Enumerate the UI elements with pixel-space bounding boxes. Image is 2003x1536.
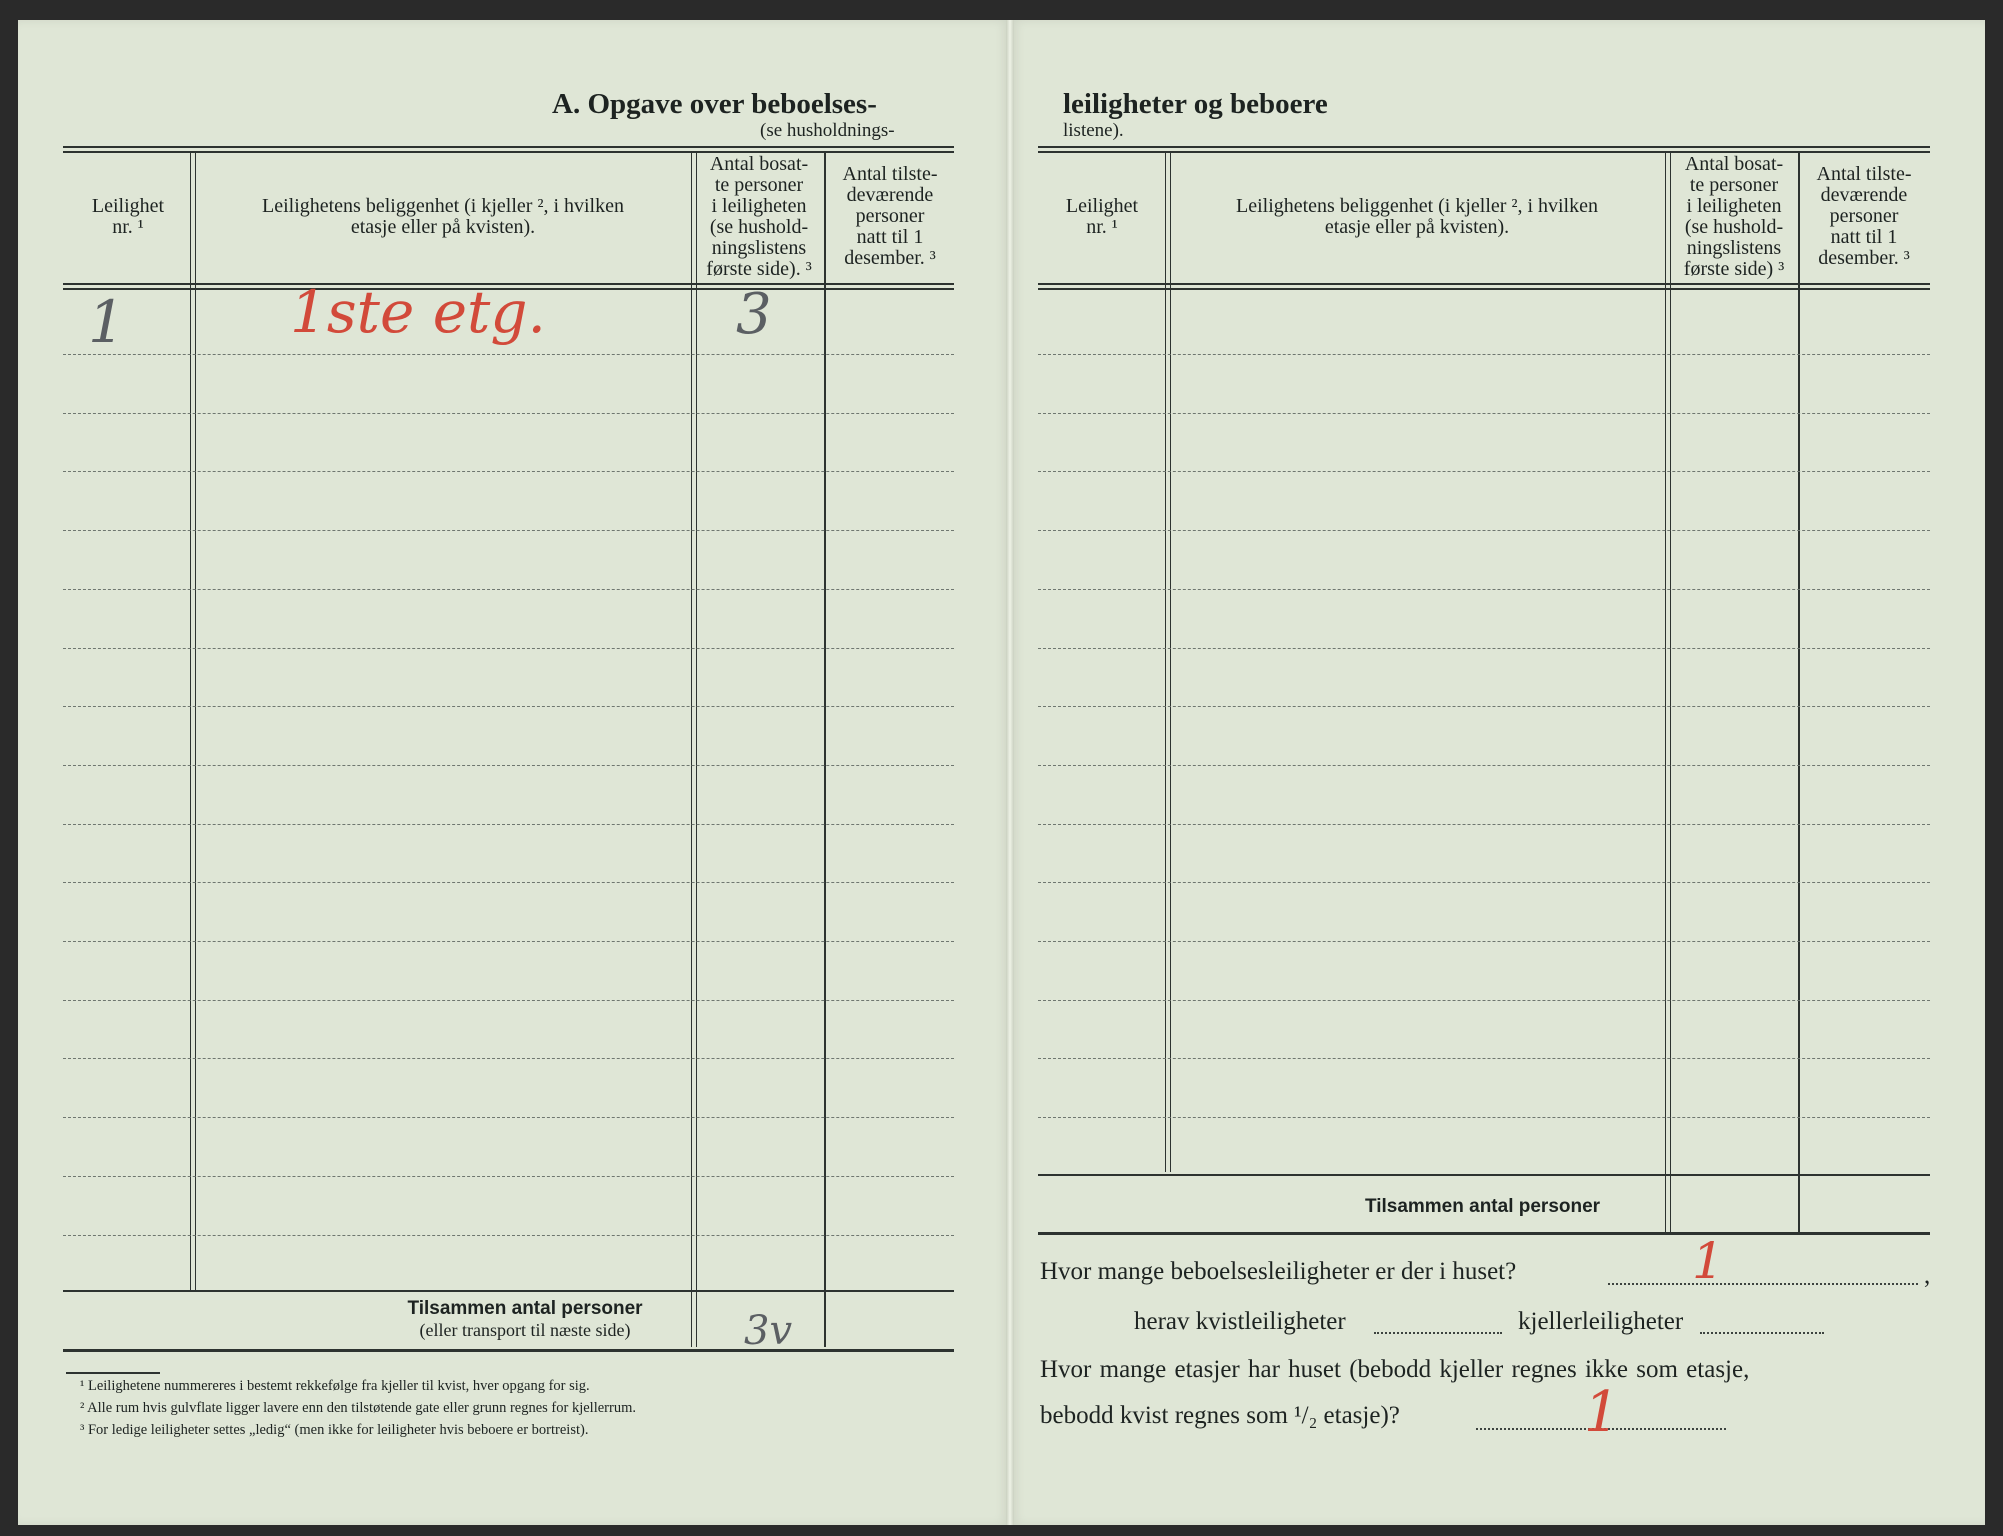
row-rule	[63, 648, 954, 649]
row-rule	[1038, 648, 1930, 649]
question-dwellings-answer-line	[1608, 1283, 1918, 1285]
row-rule	[63, 354, 954, 355]
left-header-present-line2: deværende	[846, 184, 934, 206]
right-header-location-line1: Leilighetens beliggenhet (i kjeller ², i hvilken	[1235, 195, 1598, 217]
right-header-present-line4: natt til 1	[1830, 226, 1898, 248]
right-header-residents-line4: (se hushold-	[1684, 216, 1784, 238]
right-header-residents-line2: te personer	[1689, 174, 1779, 196]
right-table-top-rule	[1038, 146, 1930, 148]
right-col-divider-3	[1798, 152, 1800, 1232]
left-total-label: Tilsammen antal personer	[407, 1298, 643, 1319]
left-total-top-rule	[63, 1290, 954, 1292]
row-rule	[63, 1176, 954, 1177]
row-rule	[1038, 765, 1930, 766]
row-rule	[63, 941, 954, 942]
right-header-residents-line3: i leiligheten	[1686, 195, 1782, 217]
right-total-label: Tilsammen antal personer	[1364, 1196, 1601, 1217]
row-rule	[1038, 589, 1930, 590]
row-rule	[1038, 530, 1930, 531]
right-header-present-line5: desember. ³	[1818, 247, 1910, 269]
right-header-rule	[1038, 283, 1930, 285]
left-table-top-rule	[63, 146, 954, 148]
row-rule	[1038, 413, 1930, 414]
row-rule	[63, 530, 954, 531]
left-header-residents-line3: i leiligheten	[711, 195, 807, 217]
row-rule	[1038, 882, 1930, 883]
page-fold	[1006, 20, 1014, 1525]
question-floors-line2: bebodd kvist regnes som ¹/₂ etasje)?	[1040, 1402, 1400, 1429]
row-rule	[63, 589, 954, 590]
right-header-nr	[1040, 196, 1164, 238]
row-rule	[1038, 1000, 1930, 1001]
left-col-divider-2	[691, 152, 697, 1347]
left-header-present-line5: desember. ³	[844, 247, 936, 269]
row-rule	[1038, 1058, 1930, 1059]
row-rule	[63, 471, 954, 472]
right-header-nr-line2: nr. ¹	[1086, 216, 1118, 238]
left-header-residents	[695, 154, 823, 280]
question-attic-dwellings: herav kvistleiligheter	[1134, 1308, 1346, 1335]
left-row1-location: 1ste etg.	[290, 278, 546, 346]
row-rule	[63, 1117, 954, 1118]
footnote-3: ³ For ledige leiligheter settes „ledig“ (men ikke for leiligheter hvis beboere er bortreist).	[80, 1422, 589, 1438]
right-header-present-line3: personer	[1829, 205, 1899, 227]
left-header-present-line4: natt til 1	[856, 226, 924, 248]
left-header-location-line2: etasje eller på kvisten).	[350, 216, 536, 238]
right-page-subtitle: listene).	[1063, 120, 1124, 141]
right-header-residents-line1: Antal bosat-	[1684, 153, 1784, 175]
left-row1-nr: 1	[88, 288, 125, 356]
question-floors-line1: Hvor mange etasjer har huset (bebodd kjeller regnes ikke som etasje,	[1040, 1356, 1750, 1383]
left-header-location	[198, 196, 688, 238]
row-rule	[63, 706, 954, 707]
right-header-present	[1800, 164, 1928, 269]
left-total-sub: (eller transport til næste side)	[419, 1320, 631, 1340]
question-dwellings-answer: 1	[1692, 1232, 1724, 1290]
row-rule	[1038, 1117, 1930, 1118]
left-page-title: A. Opgave over beboelses-	[552, 88, 877, 120]
question-cellar-dwellings: kjellerleiligheter	[1518, 1308, 1684, 1335]
left-header-present-line1: Antal tilste-	[842, 163, 938, 185]
row-rule	[63, 824, 954, 825]
row-rule	[63, 413, 954, 414]
left-header-location-line1: Leilighetens beliggenhet (i kjeller ², i hvilken	[261, 195, 624, 217]
right-col-divider-2	[1665, 152, 1671, 1232]
left-header-residents-line2: te personer	[714, 174, 804, 196]
row-rule	[1038, 824, 1930, 825]
left-col-divider-3	[824, 152, 826, 1347]
footnote-rule	[66, 1372, 160, 1374]
left-header-residents-line6: første side). ³	[706, 258, 812, 280]
left-header-residents-line5: ningslistens	[711, 237, 807, 259]
left-row1-residents: 3	[736, 282, 772, 347]
row-rule	[63, 1235, 954, 1236]
right-header-location	[1172, 196, 1662, 238]
right-header-residents-line6: første side) ³	[1683, 258, 1785, 280]
right-header-rule-2	[1038, 288, 1930, 290]
left-col-divider-1	[190, 152, 196, 1290]
right-header-present-line1: Antal tilste-	[1816, 163, 1912, 185]
left-header-nr-line2: nr. ¹	[112, 216, 144, 238]
row-rule	[1038, 354, 1930, 355]
right-header-present-line2: deværende	[1820, 184, 1908, 206]
question-dwellings: Hvor mange beboelsesleiligheter er der i huset?	[1040, 1258, 1517, 1285]
footnote-1: ¹ Leilighetene nummereres i bestemt rekkefølge fra kjeller til kvist, hver opgang for sig.	[80, 1378, 590, 1394]
right-table-top-rule-2	[1038, 151, 1930, 153]
row-rule	[1038, 941, 1930, 942]
left-total-value: 3v	[744, 1308, 793, 1354]
right-total-bottom-rule	[1038, 1232, 1930, 1235]
right-header-residents	[1670, 154, 1798, 280]
left-table-top-rule-2	[63, 151, 954, 153]
question-floors-answer: 1	[1584, 1380, 1620, 1445]
right-total-top-rule	[1038, 1174, 1930, 1176]
question-cellar-answer-line	[1700, 1332, 1824, 1334]
question-dwellings-comma: ,	[1924, 1262, 1931, 1289]
left-header-present-line3: personer	[855, 205, 925, 227]
left-header-nr-line1: Leilighet	[91, 195, 165, 217]
left-header-nr	[66, 196, 190, 238]
question-attic-answer-line	[1374, 1332, 1502, 1334]
left-header-present	[826, 164, 954, 269]
right-header-nr-line1: Leilighet	[1065, 195, 1139, 217]
row-rule	[63, 765, 954, 766]
row-rule	[63, 882, 954, 883]
left-header-residents-line4: (se hushold-	[709, 216, 809, 238]
row-rule	[1038, 706, 1930, 707]
footnote-2: ² Alle rum hvis gulvflate ligger lavere enn den tilstøtende gate eller grunn regnes for kjellerrum.	[80, 1400, 636, 1416]
right-header-location-line2: etasje eller på kvisten).	[1324, 216, 1510, 238]
left-header-residents-line1: Antal bosat-	[709, 153, 809, 175]
right-header-residents-line5: ningslistens	[1686, 237, 1782, 259]
right-page-title: leiligheter og beboere	[1063, 88, 1328, 120]
left-page-subtitle: (se husholdnings-	[760, 120, 895, 141]
row-rule	[63, 1000, 954, 1001]
left-total-bottom-rule	[63, 1349, 954, 1352]
row-rule	[1038, 471, 1930, 472]
right-col-divider-1	[1165, 152, 1171, 1172]
row-rule	[63, 1058, 954, 1059]
